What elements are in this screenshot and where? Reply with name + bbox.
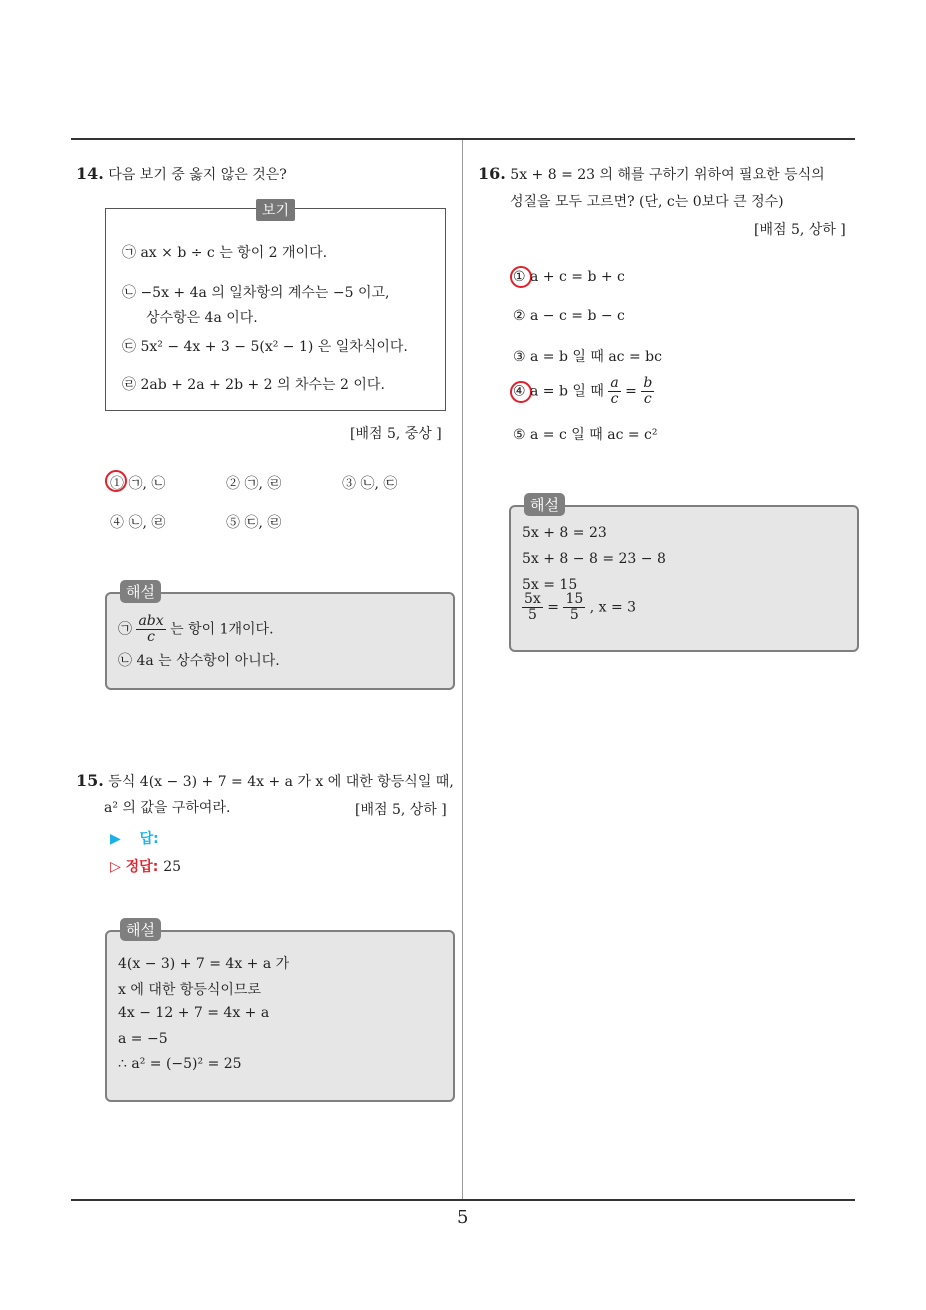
q16-choice-4-frac-1-den: c [610, 391, 619, 407]
q14-number: 14. [76, 164, 104, 183]
q16-solution-line-1: 5x + 8 = 23 [522, 525, 607, 541]
q16-solution-line-3: 5x = 15 [522, 577, 578, 593]
q14-bogi-tag: 보기 [256, 199, 295, 221]
q15-number: 15. [76, 771, 104, 790]
q15-question [76, 768, 454, 795]
q14-solution-fraction [136, 614, 165, 645]
q15-answer-label: 답: [139, 831, 159, 847]
q14-choice-1[interactable]: ① ㉠, ㉡ [110, 476, 166, 492]
q14-question [76, 161, 287, 188]
q14-solution-mark: ㉠ [118, 621, 132, 638]
q16-choice-4-frac-2-den: c [643, 391, 652, 407]
q15-text-2: a² 의 값을 구하여라. [104, 800, 231, 816]
q16-choice-4[interactable] [513, 376, 654, 407]
q16-solution-tag: 해설 [524, 493, 565, 516]
q16-solution-line-2: 5x + 8 − 8 = 23 − 8 [522, 551, 666, 567]
q14-choice-5[interactable]: ⑤ ㉢, ㉣ [226, 515, 282, 531]
q15-answer-row [110, 828, 159, 848]
q16-choice-4-frac-2 [641, 376, 654, 407]
q16-question [478, 161, 825, 188]
q16-solution-frac-1-den: 5 [527, 607, 537, 623]
play-icon: ▶ [110, 831, 121, 847]
q15-solution-line-3: 4x − 12 + 7 = 4x + a [118, 1005, 270, 1021]
q16-choice-5[interactable]: ⑤ a = c 일 때 ac = c² [513, 427, 658, 443]
q16-choice-3[interactable]: ③ a = b 일 때 ac = bc [513, 349, 662, 365]
q14-bogi-item-3: ㉢ 5x² − 4x + 3 − 5(x² − 1) 은 일차식이다. [122, 339, 408, 355]
q14-bogi-item-2: ㉡ −5x + 4a 의 일차항의 계수는 −5 이고, [122, 285, 390, 301]
q15-correct-row [110, 856, 181, 876]
q14-solution-line-1-suffix: 는 항이 1개이다. [170, 621, 274, 638]
q16-choice-4-frac-2-num: b [643, 375, 653, 391]
q16-choice-4-frac-1 [608, 376, 620, 407]
q15-solution-line-4: a = −5 [118, 1031, 168, 1047]
q14-solution-line-1 [118, 614, 274, 645]
q16-solution-frac-2-den: 5 [569, 607, 579, 623]
q16-choice-4-frac-1-num: a [610, 375, 619, 391]
equals-sign: = [547, 599, 559, 616]
q16-solution-frac-2-num: 15 [565, 591, 584, 607]
q15-correct-value: 25 [163, 859, 182, 875]
q14-choice-2[interactable]: ② ㉠, ㉣ [226, 476, 282, 492]
q14-solution-line-2: ㉡ 4a 는 상수항이 아니다. [118, 653, 280, 669]
q15-solution-line-5: ∴ a² = (−5)² = 25 [118, 1056, 242, 1072]
q14-solution-frac-num: abx [138, 613, 164, 629]
q16-meta: [배점 5, 상하 ] [754, 222, 846, 238]
q15-correct-label: 정답: [125, 859, 159, 875]
q15-solution-line-2: x 에 대한 항등식이므로 [118, 982, 261, 998]
q16-text-2: 성질을 모두 고르면? (단, c는 0보다 큰 정수) [510, 194, 784, 210]
q16-text-1: 5x + 8 = 23 의 해를 구하기 위하여 필요한 등식의 [510, 167, 825, 183]
q14-text: 다음 보기 중 옳지 않은 것은? [108, 167, 287, 183]
equals-sign: = [625, 383, 637, 400]
q16-choice-4-text: ④ a = b 일 때 [513, 383, 604, 400]
q16-solution-frac-1-num: 5x [524, 591, 541, 607]
outline-triangle-icon: ▷ [110, 859, 121, 875]
q16-solution-line-4 [522, 592, 636, 623]
q16-choice-2[interactable]: ② a − c = b − c [513, 308, 625, 324]
q16-solution-last-suffix: , x = 3 [589, 599, 637, 616]
q15-solution-tag: 해설 [120, 918, 161, 941]
q16-choice-1[interactable]: ① a + c = b + c [513, 269, 625, 285]
q15-meta: [배점 5, 상하 ] [355, 802, 447, 818]
q16-solution-frac-1 [522, 592, 543, 623]
q14-choice-3[interactable]: ③ ㉡, ㉢ [342, 476, 398, 492]
bottom-rule [71, 1199, 855, 1201]
top-rule [71, 138, 855, 140]
q16-solution-frac-2 [563, 592, 585, 623]
q14-bogi-item-1: ㉠ ax × b ÷ c 는 항이 2 개이다. [122, 245, 328, 261]
q14-choice-4[interactable]: ④ ㉡, ㉣ [110, 515, 166, 531]
page-number: 5 [457, 1207, 469, 1228]
q14-bogi-item-2b: 상수항은 4a 이다. [146, 310, 258, 326]
q14-bogi-item-4: ㉣ 2ab + 2a + 2b + 2 의 차수는 2 이다. [122, 377, 385, 393]
q14-solution-frac-den: c [147, 629, 155, 645]
q14-solution-tag: 해설 [120, 580, 161, 603]
q15-solution-line-1: 4(x − 3) + 7 = 4x + a 가 [118, 956, 290, 972]
q14-meta: [배점 5, 중상 ] [350, 426, 442, 442]
q16-number: 16. [478, 164, 506, 183]
column-divider [462, 140, 463, 1200]
q15-text-1: 등식 4(x − 3) + 7 = 4x + a 가 x 에 대한 항등식일 때, [108, 774, 454, 790]
